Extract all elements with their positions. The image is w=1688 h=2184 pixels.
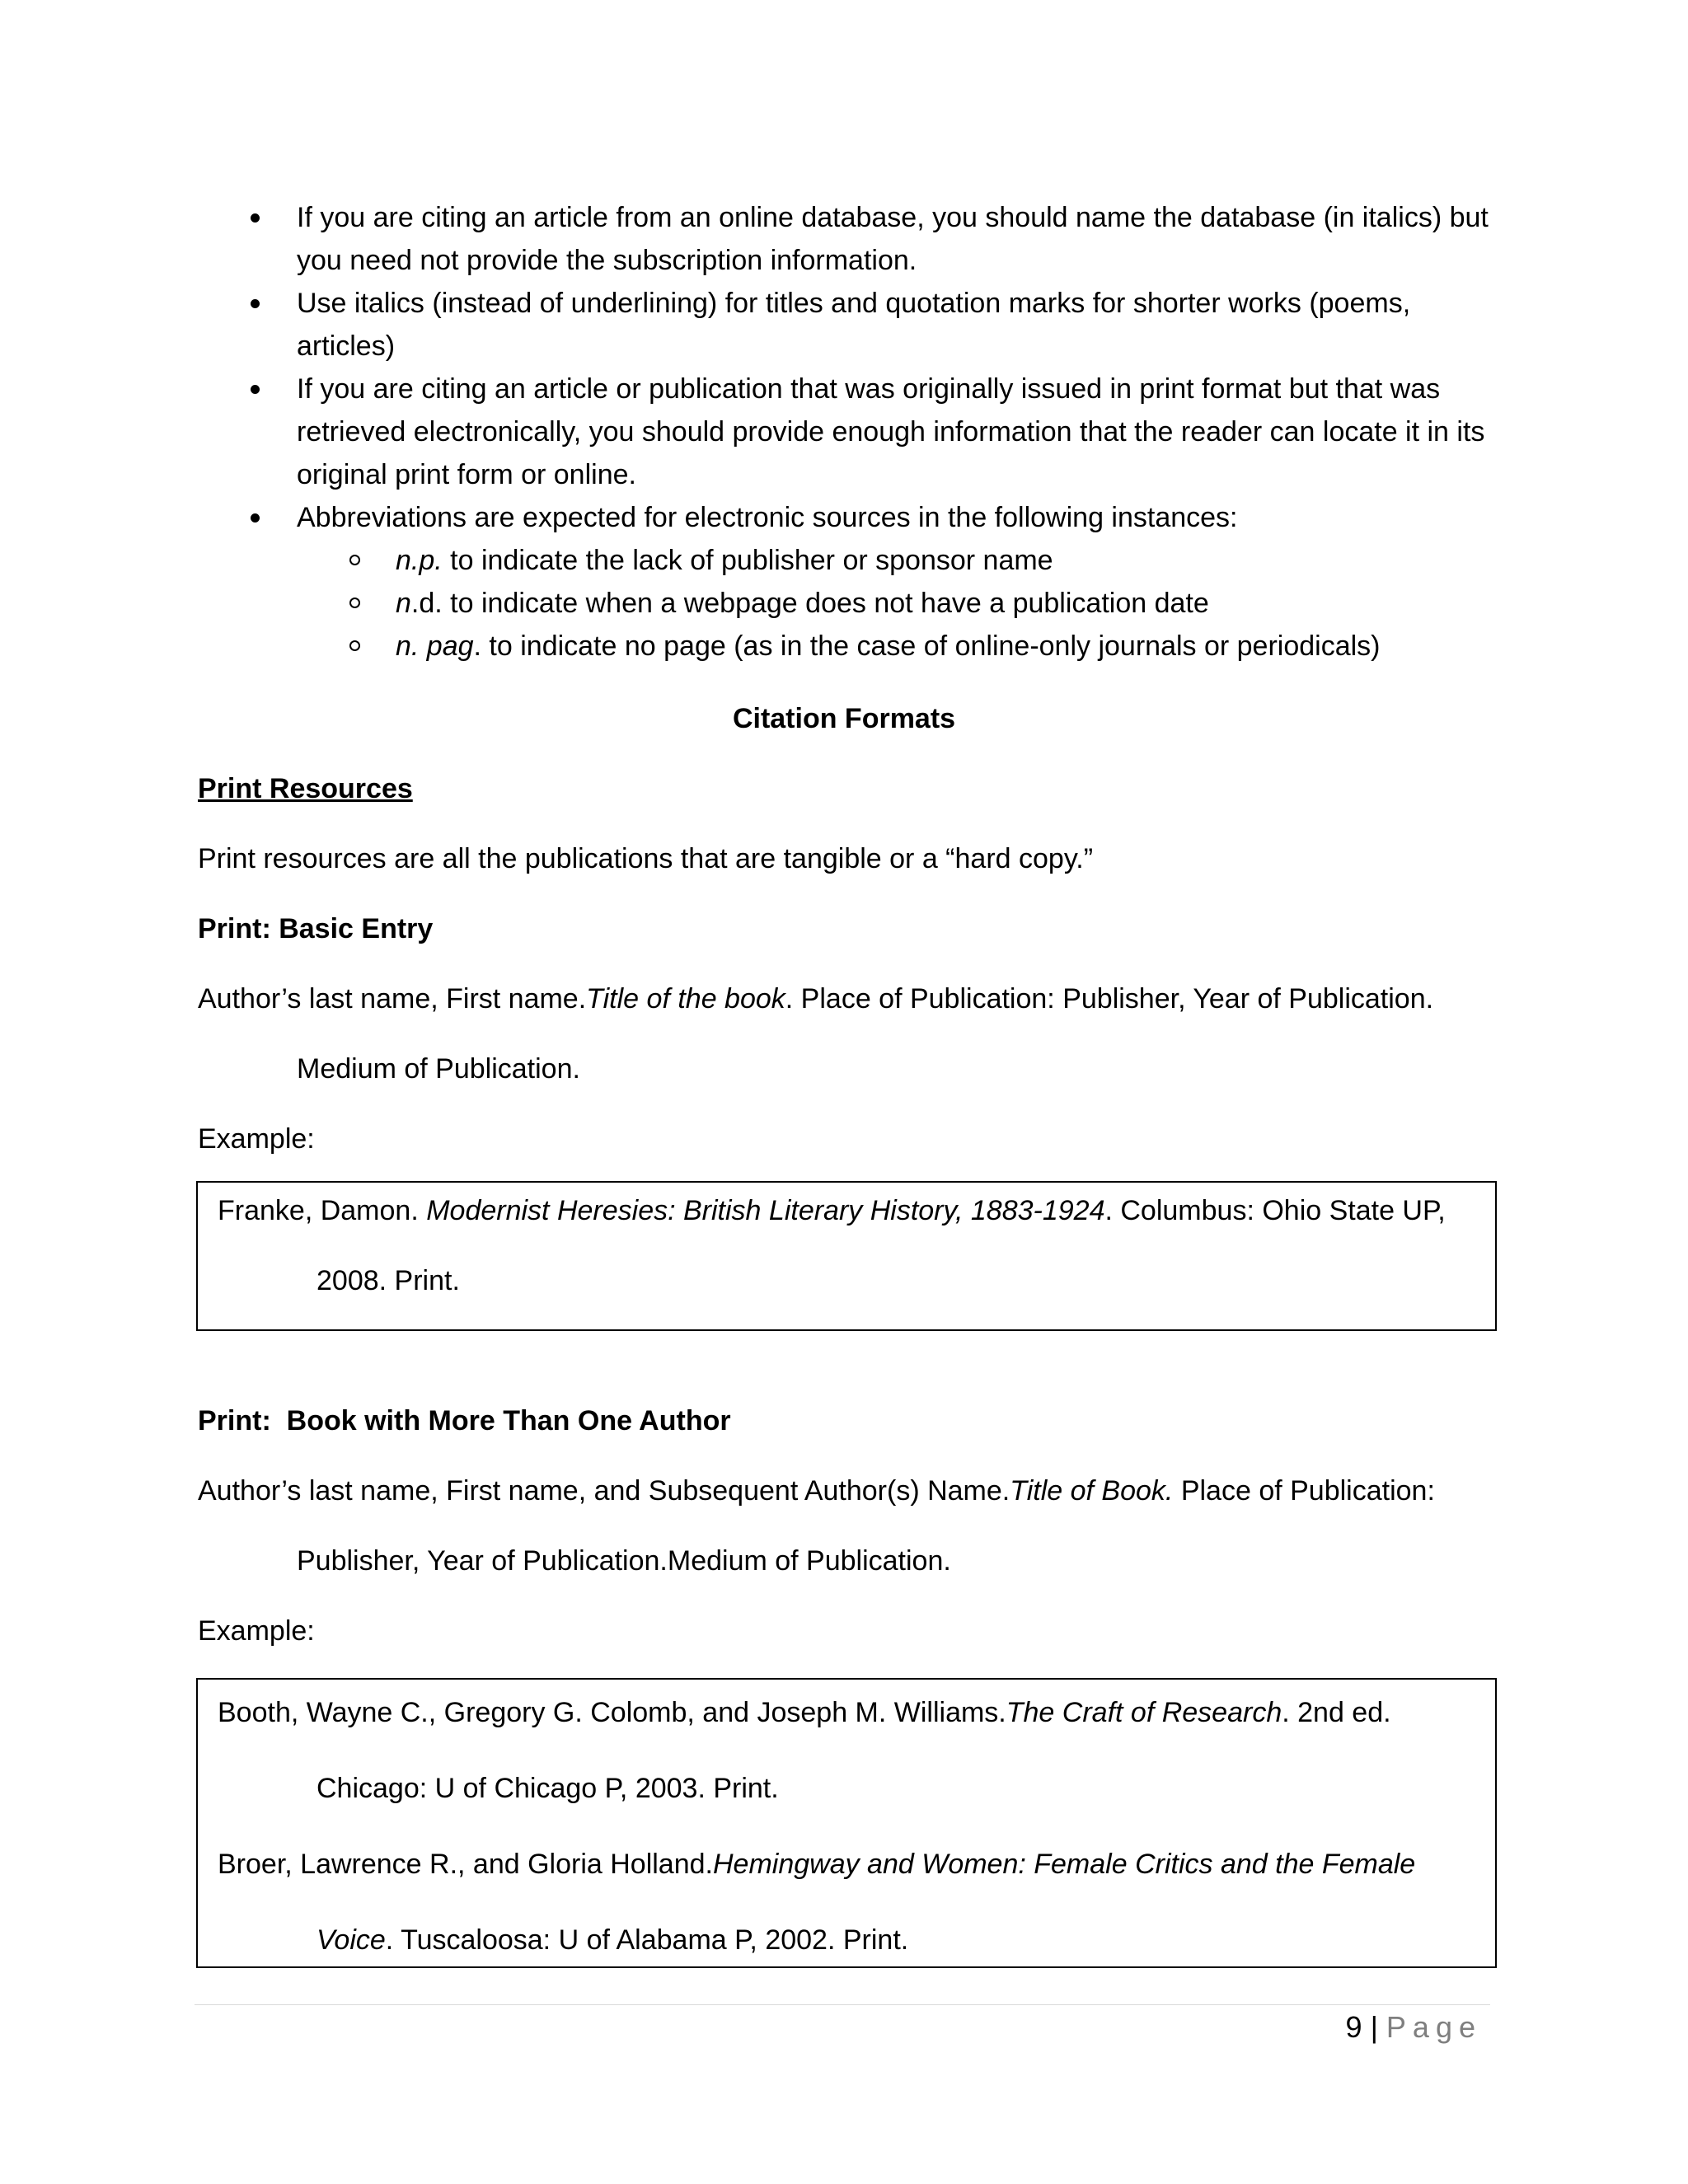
print-resources-heading: Print Resources [198, 773, 413, 804]
basic-entry-format-cont: Medium of Publication. [297, 1053, 580, 1085]
example-citation-line: Franke, Damon. Modernist Heresies: British Literary History, 1883-1924. Columbus: Ohio State UP, [218, 1195, 1446, 1226]
example-label: Example: [198, 1615, 315, 1647]
footer-divider [195, 2004, 1490, 2005]
basic-entry-format: Author’s last name, First name.Title of the book. Place of Publication: Publisher, Year of Publication. [198, 983, 1434, 1015]
list-item [297, 196, 1500, 282]
example-citation-line: Broer, Lawrence R., and Gloria Holland.Hemingway and Women: Female Critics and the Female [218, 1849, 1416, 1880]
abbreviation: n [396, 588, 411, 619]
example-label: Example: [198, 1123, 315, 1155]
example-citation-line-cont: Chicago: U of Chicago P, 2003. Print. [316, 1773, 779, 1804]
multi-author-heading: Print: Book with More Than One Author [198, 1405, 731, 1436]
bullet-text: Abbreviations are expected for electronic sources in the following instances: [297, 502, 1238, 533]
abbreviation: n. pag [396, 630, 474, 662]
sub-list-item [297, 625, 1500, 668]
guidelines-list [297, 196, 1500, 668]
bullet-text: Use italics (instead of underlining) for titles and quotation marks for shorter works (poems, articles) [297, 288, 1411, 362]
list-item [297, 368, 1500, 496]
bullet-text: If you are citing an article from an online database, you should name the database (in italics) but you need not provide the subscription information. [297, 202, 1489, 276]
abbreviation-meaning: . to indicate no page (as in the case of online-only journals or periodicals) [473, 630, 1381, 662]
list-item [297, 496, 1500, 668]
page-number: 9 | Page [1345, 2010, 1482, 2044]
abbreviation-meaning: to indicate when a webpage does not have a publication date [442, 588, 1209, 619]
list-item [297, 282, 1500, 368]
example-citation-line: Booth, Wayne C., Gregory G. Colomb, and Joseph M. Williams.The Craft of Research. 2nd ed. [218, 1697, 1391, 1728]
section-title: Citation Formats [732, 703, 956, 734]
sub-list-item [297, 582, 1500, 625]
print-resources-description: Print resources are all the publications that are tangible or a “hard copy.” [198, 843, 1094, 874]
sub-list-item [297, 539, 1500, 582]
multi-author-format-cont: Publisher, Year of Publication.Medium of Publication. [297, 1545, 951, 1577]
bullet-text: If you are citing an article or publication that was originally issued in print format but that was retrieved electronically, you should provide enough information that the reader can locate it in its original print form or online. [297, 373, 1485, 490]
abbreviation-meaning: to indicate the lack of publisher or sponsor name [442, 545, 1053, 576]
multi-author-example-box [196, 1678, 1497, 1968]
multi-author-format: Author’s last name, First name, and Subsequent Author(s) Name.Title of Book. Place of Publication: [198, 1475, 1435, 1507]
example-citation-line-cont: Voice. Tuscaloosa: U of Alabama P, 2002. Print. [316, 1924, 909, 1956]
example-citation-line-cont: 2008. Print. [316, 1265, 460, 1296]
abbreviation: n.p. [396, 545, 443, 576]
abbreviations-list [297, 539, 1500, 668]
basic-entry-heading: Print: Basic Entry [198, 913, 434, 944]
basic-entry-example-box [196, 1181, 1497, 1331]
abbreviation-rest: .d. [410, 588, 443, 619]
